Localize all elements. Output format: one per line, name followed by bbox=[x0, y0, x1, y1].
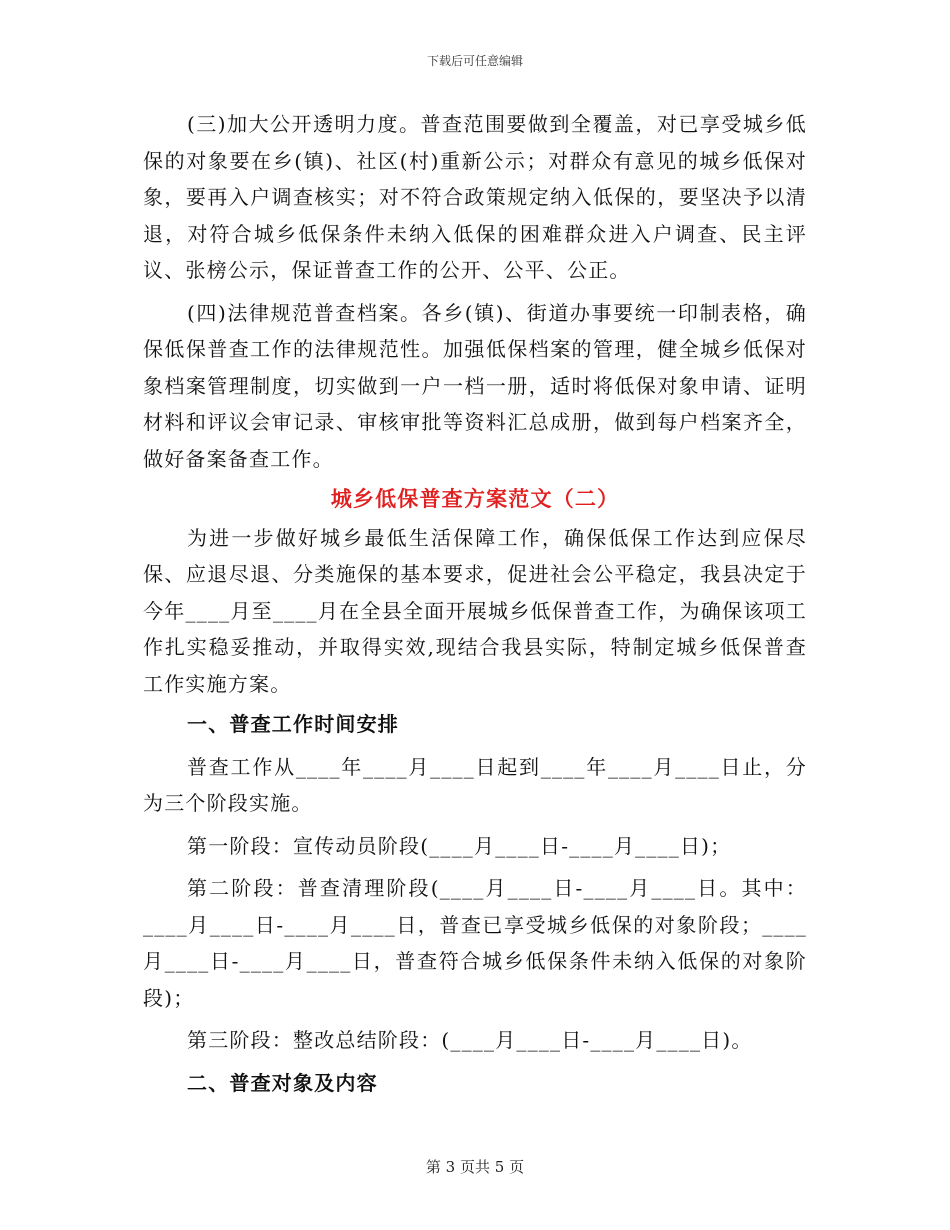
page-footer: 第 3 页共 5 页 bbox=[425, 1158, 525, 1176]
stage-1: 第一阶段：宣传动员阶段(____月____日-____月____日)； bbox=[187, 833, 732, 858]
heading-objects-content: 二、普查对象及内容 bbox=[187, 1070, 378, 1095]
stage-3: 第三阶段：整改总结阶段：(____月____日-____月____日)。 bbox=[187, 1028, 753, 1052]
paragraph-4: (四)法律规范普查档案。各乡(镇)、街道办事要统一印制表格，确保低保普查工作的法律规范性。加强低保档案的管理，健全城乡低保对象档案管理制度，切实做到一户一档一册，适时将低保对象申请、证明材料和评议会审记录、审核审批等资料汇总成册，做到每户档案齐全，做好备案备查工作。 bbox=[143, 300, 807, 471]
section-title: 城乡低保普查方案范文（二） bbox=[330, 486, 620, 511]
stage-2: 第二阶段：普查清理阶段(____月____日-____月____日。其中：____月____日-____月____日，普查已享受城乡低保的对象阶段；____月____日-____月____日，普查符合城乡低保条件未纳入低保的对象阶段)； bbox=[143, 876, 807, 1010]
schedule-paragraph: 普查工作从____年____月____日起到____年____月____日止，分为三个阶段实施。 bbox=[143, 754, 807, 815]
paragraph-3: (三)加大公开透明力度。普查范围要做到全覆盖，对已享受城乡低保的对象要在乡(镇)、社区(村)重新公示；对群众有意见的城乡低保对象，要再入户调查核实；对不符合政策规定纳入低保的，要坚决予以清退，对符合城乡低保条件未纳入低保的困难群众进入户调查、民主评议、张榜公示，保证普查工作的公开、公平、公正。 bbox=[143, 112, 807, 282]
page-header: 下载后可任意编辑 bbox=[426, 54, 523, 68]
heading-time-schedule: 一、普查工作时间安排 bbox=[187, 712, 399, 736]
document-body bbox=[143, 106, 807, 1101]
intro-paragraph: 为进一步做好城乡最低生活保障工作，确保低保工作达到应保尽保、应退尽退、分类施保的基本要求，促进社会公平稳定，我县决定于今年____月至____月在全县全面开展城乡低保普查工作，为确保该项工作扎实稳妥推动，并取得实效,现结合我县实际，特制定城乡低保普查工作实施方案。 bbox=[143, 525, 807, 696]
